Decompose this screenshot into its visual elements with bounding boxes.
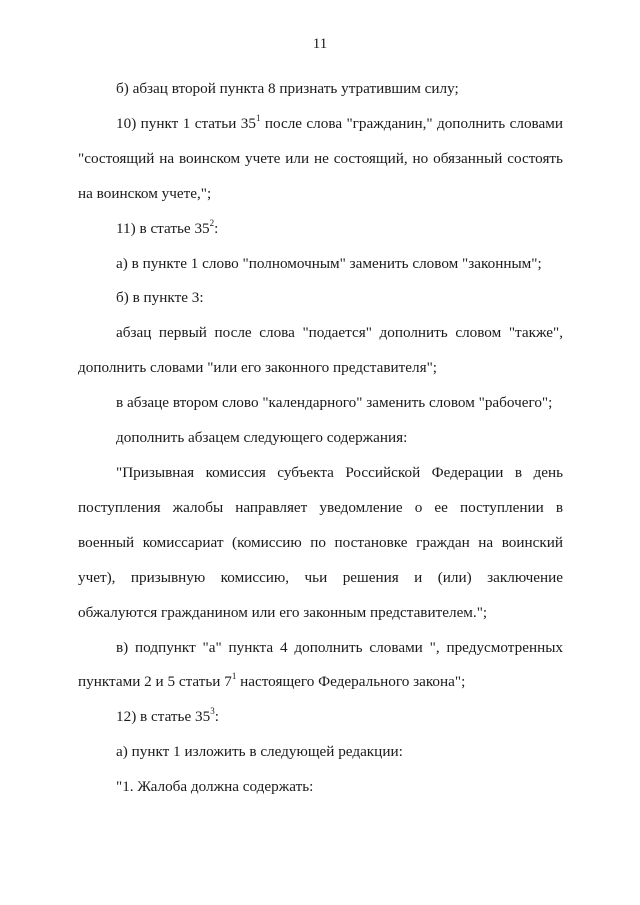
superscript: 3 (210, 706, 215, 717)
superscript: 2 (209, 217, 215, 228)
paragraph: "Призывная комиссия субъекта Российской Федерации в день поступления жалобы направляет уведомление о ее поступлении в военный комиссариат (комиссию по постановке граждан на воинский учет), призывную комиссию, чьи решения и (или) заключение обжалуются гражданином или его законным представителем."; (78, 463, 563, 621)
paragraph-text: 10) пункт 1 статьи 35 (116, 114, 256, 132)
page-number: 11 (312, 36, 328, 52)
paragraph (78, 700, 563, 735)
paragraph-text: 12) в статье 35 (116, 708, 211, 726)
paragraph (78, 631, 563, 701)
paragraph: дополнить абзацем следующего содержания: (116, 429, 408, 447)
paragraph: в абзаце втором слово "календарного" заменить словом "рабочего"; (116, 394, 553, 412)
paragraph-text: в) подпункт "а" пункта 4 дополнить словами ", предусмотренных пунктами 2 и 5 статьи 7 (78, 638, 563, 691)
document-body (78, 72, 563, 805)
paragraph-text: после слова "гражданин," дополнить словами "состоящий на воинском учете или не состоящий, но обязанный состоять на воинском учете,"; (78, 114, 564, 202)
paragraph-text: : (214, 708, 219, 726)
paragraph: а) пункт 1 изложить в следующей редакции: (116, 743, 403, 761)
paragraph (78, 107, 563, 212)
paragraph-text: настоящего Федерального закона"; (236, 673, 466, 691)
paragraph-text: 11) в статье 35 (116, 219, 210, 237)
paragraph: абзац первый после слова "подается" дополнить словом "также", дополнить словами "или его законного представителя"; (78, 324, 563, 377)
paragraph (78, 212, 563, 247)
paragraph-text: : (214, 219, 219, 237)
superscript: 1 (255, 112, 261, 123)
paragraph: б) в пункте 3: (116, 289, 204, 307)
paragraph: а) в пункте 1 слово "полномочным" заменить словом "законным"; (116, 254, 542, 272)
paragraph: б) абзац второй пункта 8 признать утратившим силу; (116, 80, 459, 97)
superscript: 1 (231, 671, 237, 682)
paragraph: "1. Жалоба должна содержать: (116, 778, 314, 796)
